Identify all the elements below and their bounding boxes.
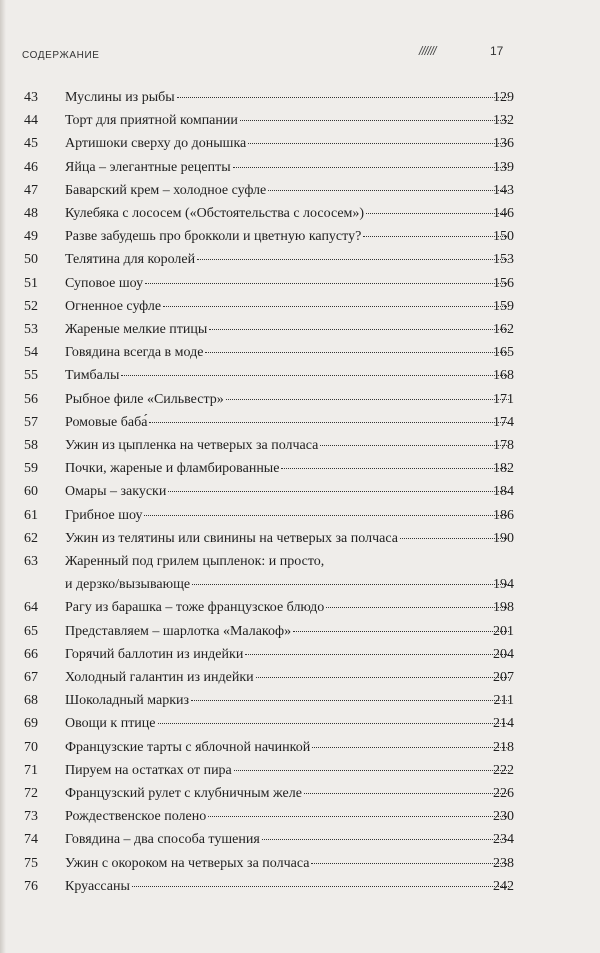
dot-leader bbox=[158, 723, 509, 724]
toc-entry-line bbox=[65, 530, 511, 548]
toc-entry-number: 63 bbox=[24, 554, 38, 569]
dot-leader bbox=[192, 584, 509, 585]
toc-entry-line bbox=[65, 669, 511, 687]
toc-entry-title: и дерзко/вызывающе bbox=[65, 577, 191, 593]
toc-entry-page: 162 bbox=[493, 322, 514, 337]
dot-leader bbox=[208, 816, 509, 817]
dot-leader bbox=[248, 143, 509, 144]
toc-entry-line bbox=[65, 808, 511, 826]
toc-entry-number: 60 bbox=[24, 484, 38, 500]
toc-entry-line bbox=[65, 878, 511, 896]
toc-entry-title: Омары – закуски bbox=[65, 484, 167, 500]
page-gutter-shadow bbox=[0, 0, 6, 953]
toc-entry-title: Телятина для королей bbox=[65, 252, 196, 268]
toc-entry-page: 201 bbox=[493, 623, 514, 639]
dot-leader bbox=[366, 213, 509, 214]
toc-entry-number: 55 bbox=[24, 368, 38, 384]
toc-entry-number: 70 bbox=[24, 739, 38, 755]
toc-entry-page: 218 bbox=[493, 739, 514, 755]
dot-leader bbox=[240, 120, 509, 121]
dot-leader bbox=[145, 283, 509, 284]
toc-entry-number: 57 bbox=[24, 414, 38, 430]
running-head: СОДЕРЖАНИЕ bbox=[22, 50, 100, 61]
toc-entry-title: Ужин из телятины или свинины на четверых за полчаса bbox=[65, 530, 398, 546]
dot-leader bbox=[312, 747, 509, 748]
toc-entry-title: Жареные мелкие птицы bbox=[65, 322, 208, 337]
toc-entry-number: 62 bbox=[24, 530, 38, 546]
toc-entry-title: Ромовые баба́ bbox=[65, 414, 148, 430]
toc-entry-line bbox=[65, 576, 511, 594]
toc-entry-page: 186 bbox=[493, 507, 514, 523]
toc-entry-line bbox=[65, 437, 511, 455]
toc-entry-page: 204 bbox=[493, 646, 514, 662]
toc-entry-title: Разве забудешь про брокколи и цветную капусту? bbox=[65, 229, 362, 245]
toc-entry-title: Муслины из рыбы bbox=[65, 90, 175, 105]
toc-entry-line bbox=[65, 321, 511, 339]
dot-leader bbox=[205, 352, 509, 353]
toc-entry-number: 44 bbox=[24, 113, 38, 129]
toc-entry-number: 58 bbox=[24, 438, 38, 453]
toc-entry-line bbox=[65, 460, 511, 478]
toc-entry-title: Представляем – шарлотка «Малакоф» bbox=[65, 623, 292, 639]
toc-entry-line bbox=[65, 135, 511, 153]
toc-entry-line bbox=[65, 831, 511, 849]
toc-entry-title: Грибное шоу bbox=[65, 507, 143, 523]
toc-entry-title: Овощи к птице bbox=[65, 716, 156, 732]
toc-entry-page: 242 bbox=[493, 878, 514, 894]
toc-entry-title-line1: Жаренный под грилем цыпленок: и просто, bbox=[65, 554, 325, 569]
toc-entry-page: 214 bbox=[493, 716, 514, 732]
toc-entry-title: Холодный галантин из индейки bbox=[65, 670, 254, 685]
toc-entry-title: Говядина – два способа тушения bbox=[65, 832, 260, 848]
dot-leader bbox=[268, 190, 509, 191]
toc-entry-title: Ужин из цыпленка на четверых за полчаса bbox=[65, 438, 319, 453]
toc-entry-page: 198 bbox=[493, 600, 514, 616]
toc-entry-line bbox=[65, 298, 511, 316]
dot-leader bbox=[177, 97, 509, 98]
dot-leader bbox=[326, 607, 509, 608]
toc-entry-line bbox=[65, 391, 511, 409]
dot-leader bbox=[132, 886, 509, 887]
toc-entry-number: 69 bbox=[24, 716, 38, 732]
toc-entry-number: 45 bbox=[24, 136, 38, 152]
toc-entry-line bbox=[65, 692, 511, 710]
toc-entry-line bbox=[65, 507, 511, 525]
toc-entry-page: 165 bbox=[493, 345, 514, 361]
toc-entry-page: 159 bbox=[493, 298, 514, 314]
dot-leader bbox=[144, 515, 509, 516]
toc-entry-line bbox=[65, 855, 511, 873]
dot-leader bbox=[168, 491, 509, 492]
toc-entry-number: 52 bbox=[24, 298, 38, 314]
dot-leader bbox=[163, 306, 509, 307]
toc-entry-number: 65 bbox=[24, 623, 38, 639]
toc-entry-page: 139 bbox=[493, 159, 514, 175]
toc-entry-number: 76 bbox=[24, 878, 38, 894]
toc-entry-line bbox=[65, 367, 511, 385]
toc-entry-line bbox=[65, 762, 511, 780]
toc-entry-page: 150 bbox=[493, 229, 514, 245]
dot-leader bbox=[226, 399, 509, 400]
toc-entry-number: 49 bbox=[24, 229, 38, 245]
dot-leader bbox=[304, 793, 509, 794]
toc-entry-number: 51 bbox=[24, 275, 38, 291]
toc-entry-title: Шоколадный маркиз bbox=[65, 693, 190, 709]
toc-entry-page: 190 bbox=[493, 530, 514, 546]
toc-entry-number: 48 bbox=[24, 206, 38, 221]
toc-entry-page: 226 bbox=[493, 786, 514, 801]
toc-entry-page: 211 bbox=[493, 693, 514, 709]
toc-entry-title: Французские тарты с яблочной начинкой bbox=[65, 739, 311, 755]
toc-entry-number: 53 bbox=[24, 322, 38, 337]
toc-entry-title: Французский рулет с клубничным желе bbox=[65, 786, 302, 801]
toc-entry-page: 153 bbox=[493, 252, 514, 268]
toc-entry-page: 184 bbox=[493, 484, 514, 500]
toc-entry-number: 74 bbox=[24, 832, 38, 848]
dot-leader bbox=[311, 863, 509, 864]
toc-entry-line bbox=[65, 275, 511, 293]
toc-entry-title: Артишоки сверху до донышка bbox=[65, 136, 247, 152]
dot-leader bbox=[121, 375, 509, 376]
toc-entry-page: 136 bbox=[493, 136, 514, 152]
dot-leader bbox=[281, 468, 509, 469]
toc-entry-number: 61 bbox=[24, 507, 38, 523]
toc-entry-title: Рождественское полено bbox=[65, 809, 207, 825]
toc-entry-line bbox=[65, 414, 511, 432]
toc-entry-title: Рагу из барашка – тоже французское блюдо bbox=[65, 600, 325, 616]
dot-leader bbox=[209, 329, 509, 330]
toc-entry-page: 222 bbox=[493, 762, 514, 778]
toc-entry-title: Почки, жареные и фламбированные bbox=[65, 461, 280, 477]
page-number: 17 bbox=[490, 44, 504, 58]
toc-entry-number: 47 bbox=[24, 182, 38, 198]
toc-entry-number: 75 bbox=[24, 855, 38, 871]
toc-entry-number: 68 bbox=[24, 693, 38, 709]
toc-entry-title: Пируем на остатках от пира bbox=[65, 762, 232, 778]
toc-entry-line bbox=[65, 623, 511, 641]
toc-entry-page: 171 bbox=[493, 391, 514, 407]
toc-entry-number: 71 bbox=[24, 762, 38, 778]
dot-leader bbox=[234, 770, 509, 771]
toc-entry-page: 146 bbox=[493, 206, 514, 221]
toc-entry-page: 234 bbox=[493, 832, 514, 848]
toc-entry-page: 156 bbox=[493, 275, 514, 291]
toc-entry-number: 43 bbox=[24, 90, 38, 105]
toc-entry-title: Горячий баллотин из индейки bbox=[65, 646, 244, 662]
toc-entry-title: Кулебяка с лососем («Обстоятельства с лососем») bbox=[65, 206, 365, 221]
toc-entry-title: Огненное суфле bbox=[65, 298, 162, 314]
dot-leader bbox=[256, 677, 509, 678]
toc-entry-number: 66 bbox=[24, 646, 38, 662]
toc-entry-title: Баварский крем – холодное суфле bbox=[65, 182, 267, 198]
toc-entry-number: 46 bbox=[24, 159, 38, 175]
toc-entry-title: Торт для приятной компании bbox=[65, 113, 238, 129]
toc-entry-number: 56 bbox=[24, 391, 38, 407]
dot-leader bbox=[149, 422, 509, 423]
toc-entry-line bbox=[65, 228, 511, 246]
toc-entry-line bbox=[65, 646, 511, 664]
toc-entry-number: 64 bbox=[24, 600, 38, 616]
toc-entry-line bbox=[65, 112, 511, 130]
toc-entry-title: Суповое шоу bbox=[65, 275, 144, 291]
toc-entry-number: 59 bbox=[24, 461, 38, 477]
toc-entry-title: Рыбное филе «Сильвестр» bbox=[65, 391, 224, 407]
dot-leader bbox=[363, 236, 509, 237]
toc-entry-page: 230 bbox=[493, 809, 514, 825]
dot-leader bbox=[197, 259, 509, 260]
toc-entry-page: 132 bbox=[493, 113, 514, 129]
header-marks: ////// bbox=[419, 44, 437, 58]
toc-entry-page: 143 bbox=[493, 182, 514, 198]
toc-entry-line bbox=[65, 159, 511, 177]
dot-leader bbox=[245, 654, 509, 655]
toc-entry-title: Круассаны bbox=[65, 878, 130, 894]
toc-entry-page: 238 bbox=[493, 855, 514, 871]
toc-entry-page: 168 bbox=[493, 368, 514, 384]
toc-entry-line bbox=[65, 182, 511, 200]
dot-leader bbox=[233, 167, 509, 168]
toc-entry-number: 50 bbox=[24, 252, 38, 268]
toc-entry-line bbox=[65, 89, 511, 107]
toc-entry-line bbox=[65, 715, 511, 733]
toc-entry-page: 174 bbox=[493, 414, 514, 430]
toc-entry-page: 129 bbox=[493, 90, 514, 105]
dot-leader bbox=[191, 700, 509, 701]
toc-entry-line bbox=[65, 483, 511, 501]
dot-leader bbox=[262, 839, 509, 840]
dot-leader bbox=[320, 445, 509, 446]
toc-entry-title: Тимбалы bbox=[65, 368, 120, 384]
toc-entry-page: 207 bbox=[493, 670, 514, 685]
toc-entry-line bbox=[65, 251, 511, 269]
toc-entry-number: 73 bbox=[24, 809, 38, 825]
toc-entry-page: 178 bbox=[493, 438, 514, 453]
toc-entry-page: 182 bbox=[493, 461, 514, 477]
toc-entry-number: 54 bbox=[24, 345, 38, 361]
toc-entry-title: Ужин с окороком на четверых за полчаса bbox=[65, 855, 310, 871]
toc-entry-line bbox=[65, 344, 511, 362]
toc-entry-line bbox=[65, 599, 511, 617]
toc-entry-line bbox=[65, 205, 511, 223]
toc-entry-number: 72 bbox=[24, 786, 38, 801]
dot-leader bbox=[293, 631, 509, 632]
toc-entry-line bbox=[65, 739, 511, 757]
toc-entry-page: 194 bbox=[493, 577, 514, 593]
toc-entry-title: Яйца – элегантные рецепты bbox=[65, 159, 231, 175]
toc-entry-line bbox=[65, 785, 511, 803]
toc-entry-number: 67 bbox=[24, 670, 38, 685]
toc-entry-title: Говядина всегда в моде bbox=[65, 345, 204, 361]
